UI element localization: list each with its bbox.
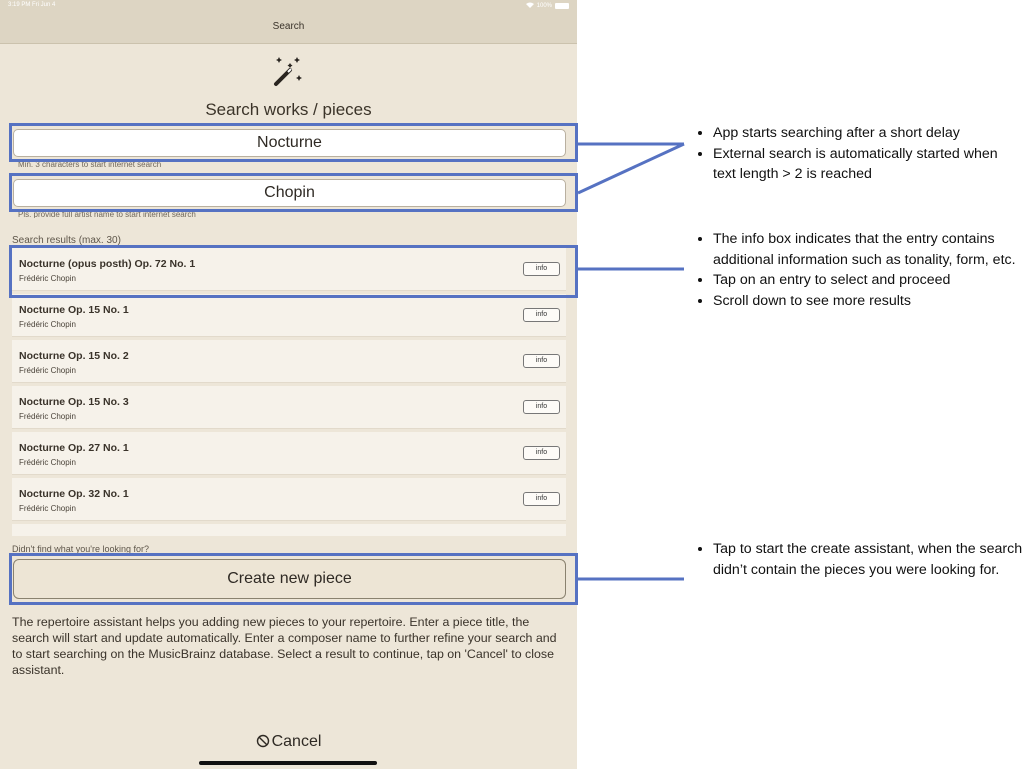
nav-title: Search bbox=[272, 21, 305, 32]
cancel-label: Cancel bbox=[271, 733, 322, 750]
result-title: Nocturne Op. 15 No. 1 bbox=[19, 304, 129, 316]
annotation-note: • App starts searching after a short delay bbox=[713, 123, 1023, 144]
status-time: 3:19 PM Fri Jun 4 bbox=[8, 2, 56, 8]
info-badge[interactable]: info bbox=[523, 308, 560, 322]
annotation-note: • Tap on an entry to select and proceed bbox=[713, 270, 1023, 291]
assistant-description: The repertoire assistant helps you adding new pieces to your repertoire. Enter a piece title, the search will start and update automatically. Enter a composer name to further refine your search and to start searching on the MusicBrainz database. Select a result to continue, tap on 'Cancel' to close assistant. bbox=[12, 615, 557, 677]
page-heading: Search works / pieces bbox=[205, 100, 372, 119]
annotation-note: • Scroll down to see more results bbox=[713, 291, 1023, 312]
create-new-piece-button[interactable]: Create new piece bbox=[13, 559, 566, 599]
result-composer: Frédéric Chopin bbox=[19, 458, 76, 467]
annotation-note: • Tap to start the create assistant, when the search didn’t contain the pieces you were looking for. bbox=[713, 539, 1024, 580]
result-composer: Frédéric Chopin bbox=[19, 366, 76, 375]
result-title: Nocturne Op. 15 No. 2 bbox=[19, 350, 129, 362]
artist-search-input[interactable]: Chopin bbox=[13, 179, 566, 207]
result-composer: Frédéric Chopin bbox=[19, 274, 76, 283]
annotation-note: • External search is automatically started when text length > 2 is reached bbox=[713, 144, 1023, 185]
result-title: Nocturne Op. 15 No. 3 bbox=[19, 396, 129, 408]
battery-percent: 100% bbox=[536, 3, 552, 9]
info-badge[interactable]: info bbox=[523, 262, 560, 276]
result-composer: Frédéric Chopin bbox=[19, 504, 76, 513]
result-title: Nocturne Op. 27 No. 1 bbox=[19, 442, 129, 454]
info-badge[interactable]: info bbox=[523, 400, 560, 414]
info-badge[interactable]: info bbox=[523, 354, 560, 368]
info-badge[interactable]: info bbox=[523, 492, 560, 506]
result-composer: Frédéric Chopin bbox=[19, 320, 76, 329]
info-badge[interactable]: info bbox=[523, 446, 560, 460]
result-composer: Frédéric Chopin bbox=[19, 412, 76, 421]
annotation-note: • The info box indicates that the entry contains additional information such as tonality, form, etc. bbox=[713, 229, 1023, 270]
annotation-results bbox=[695, 229, 1023, 311]
result-title: Nocturne (opus posth) Op. 72 No. 1 bbox=[19, 258, 196, 270]
results-label: Search results (max. 30) bbox=[12, 235, 121, 246]
result-title: Nocturne Op. 32 No. 1 bbox=[19, 488, 129, 500]
annotation-search bbox=[695, 123, 1023, 185]
artist-search-hint: Pls. provide full artist name to start internet search bbox=[18, 210, 196, 218]
title-search-input[interactable]: Nocturne bbox=[13, 129, 566, 157]
not-found-prompt: Didn't find what you're looking for? bbox=[12, 544, 150, 554]
title-search-hint: Min. 3 characters to start internet search bbox=[18, 160, 162, 168]
annotation-create bbox=[695, 539, 1024, 580]
